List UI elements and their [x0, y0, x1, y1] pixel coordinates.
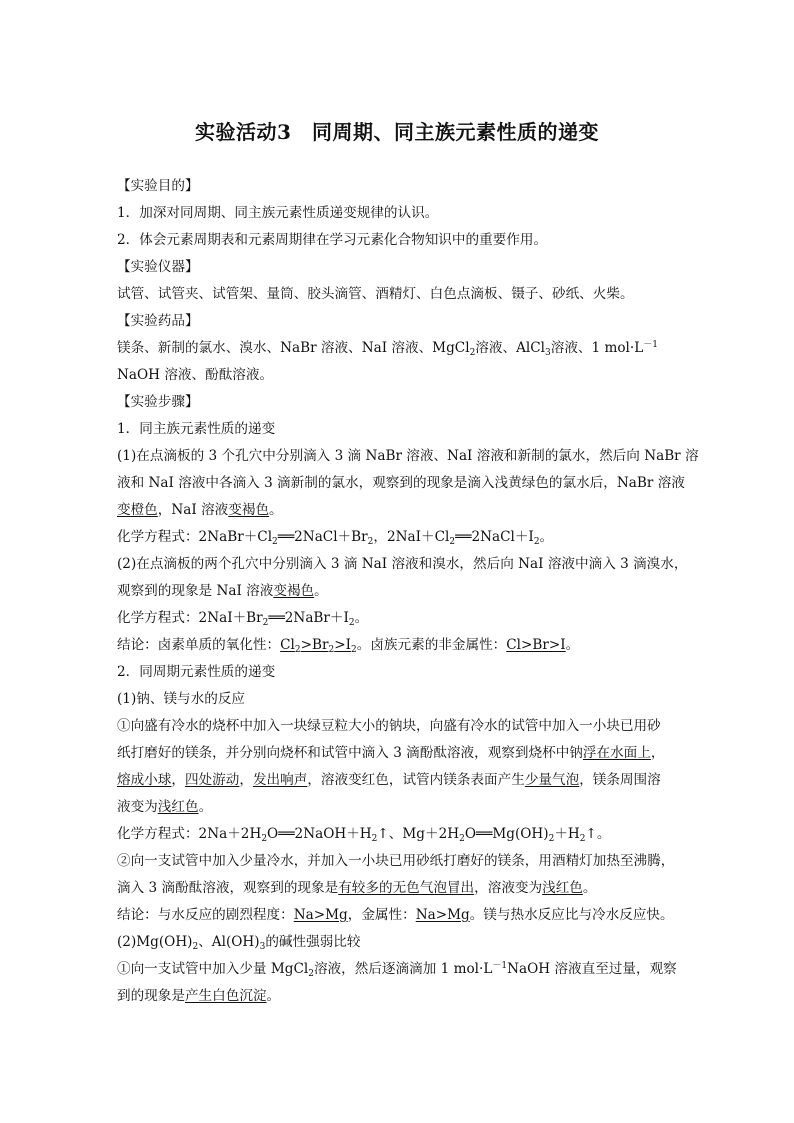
- text-line: 液和 NaI 溶液中各滴入 3 滴新制的氯水，观察到的现象是滴入浅黄绿色的氯水后，NaBr 溶液: [117, 475, 685, 491]
- text-line: 【实验目的】: [117, 178, 199, 194]
- text-line: 结论：卤素单质的氧化性：$Cl_2>Br_2>I_2$。卤族元素的非金属性：Cl>Br>I。: [117, 637, 580, 655]
- text-line: 熔成小球，四处游动，发出响声，溶液变红色，试管内镁条表面产生少量气泡，镁条周围溶: [117, 772, 661, 788]
- text-line: 结论：与水反应的剧烈程度：Na>Mg，金属性：Na>Mg。镁与热水反应比与冷水反应快。: [117, 907, 674, 923]
- text-line: 【实验药品】: [117, 313, 199, 329]
- text-line: 化学方程式：$2Na+2H_2O══2NaOH+H_2↑$、$Mg+2H_2O══Mg(OH)_2+H_2↑$。: [117, 826, 611, 844]
- text-line: ②向一支试管中加入少量冷水，并加入一小块已用砂纸打磨好的镁条，用酒精灯加热至沸腾，: [117, 853, 675, 869]
- text-line: 化学方程式：$2NaI+Br_2══2NaBr+I_2$。: [117, 610, 369, 628]
- text-line: 镁条、新制的氯水、溴水、NaBr 溶液、NaI 溶液、MgCl$_2$溶液、AlCl$_3$溶液、1 $mol\cdot L^{-1}$: [117, 340, 658, 358]
- text-line: 2．体会元素周期表和元素周期律在学习元素化合物知识中的重要作用。: [117, 232, 548, 248]
- text-line: 滴入 3 滴酚酞溶液，观察到的现象是有较多的无色气泡冒出，溶液变为浅红色。: [117, 880, 597, 896]
- text-line: (1)在点滴板的 3 个孔穴中分别滴入 3 滴 NaBr 溶液、NaI 溶液和新制的氯水，然后向 NaBr 溶: [117, 448, 699, 464]
- text-line: (2)在点滴板的两个孔穴中分别滴入 3 滴 NaI 溶液和溴水，然后向 NaI 溶液中滴入 3 滴溴水，: [117, 556, 688, 572]
- text-line: 化学方程式：$2NaBr+Cl_2══2NaCl+Br_2$，$2NaI+Cl_2══2NaCl+I_2$。: [117, 529, 554, 547]
- text-line: 1．同主族元素性质的递变: [117, 421, 276, 437]
- text-line: $(2)Mg(OH)_2$、$Al(OH)_3$的碱性强弱比较: [117, 934, 361, 952]
- text-line: NaOH 溶液、酚酞溶液。: [117, 367, 274, 383]
- text-line: 2．同周期元素性质的递变: [117, 664, 276, 680]
- text-line: 观察到的现象是 NaI 溶液变褐色。: [117, 583, 328, 599]
- text-line: 到的现象是产生白色沉淀。: [117, 988, 281, 1004]
- text-line: 1．加深对同周期、同主族元素性质递变规律的认识。: [117, 205, 439, 221]
- text-line: 液变为浅红色。: [117, 799, 213, 815]
- text-line: 变橙色，NaI 溶液变褐色。: [117, 502, 283, 518]
- page-title: 实验活动3 同周期、同主族元素性质的递变: [195, 120, 599, 144]
- text-line: 纸打磨好的镁条，并分别向烧杯和试管中滴入 3 滴酚酞溶液，观察到烧杯中钠浮在水面上，: [117, 745, 665, 761]
- text-line: 【实验仪器】: [117, 259, 199, 275]
- text-line: 【实验步骤】: [117, 394, 199, 410]
- text-line: ①向一支试管中加入少量 MgCl$_2$溶液，然后逐滴滴加 1 $mol\cdot L^{-1}NaOH$ 溶液直至过量，观察: [117, 961, 677, 979]
- text-line: ①向盛有冷水的烧杯中加入一块绿豆粒大小的钠块，向盛有冷水的试管中加入一小块已用砂: [117, 718, 661, 734]
- text-line: 试管、试管夹、试管架、量筒、胶头滴管、酒精灯、白色点滴板、镊子、砂纸、火柴。: [117, 286, 634, 302]
- text-line: (1)钠、镁与水的反应: [117, 691, 246, 707]
